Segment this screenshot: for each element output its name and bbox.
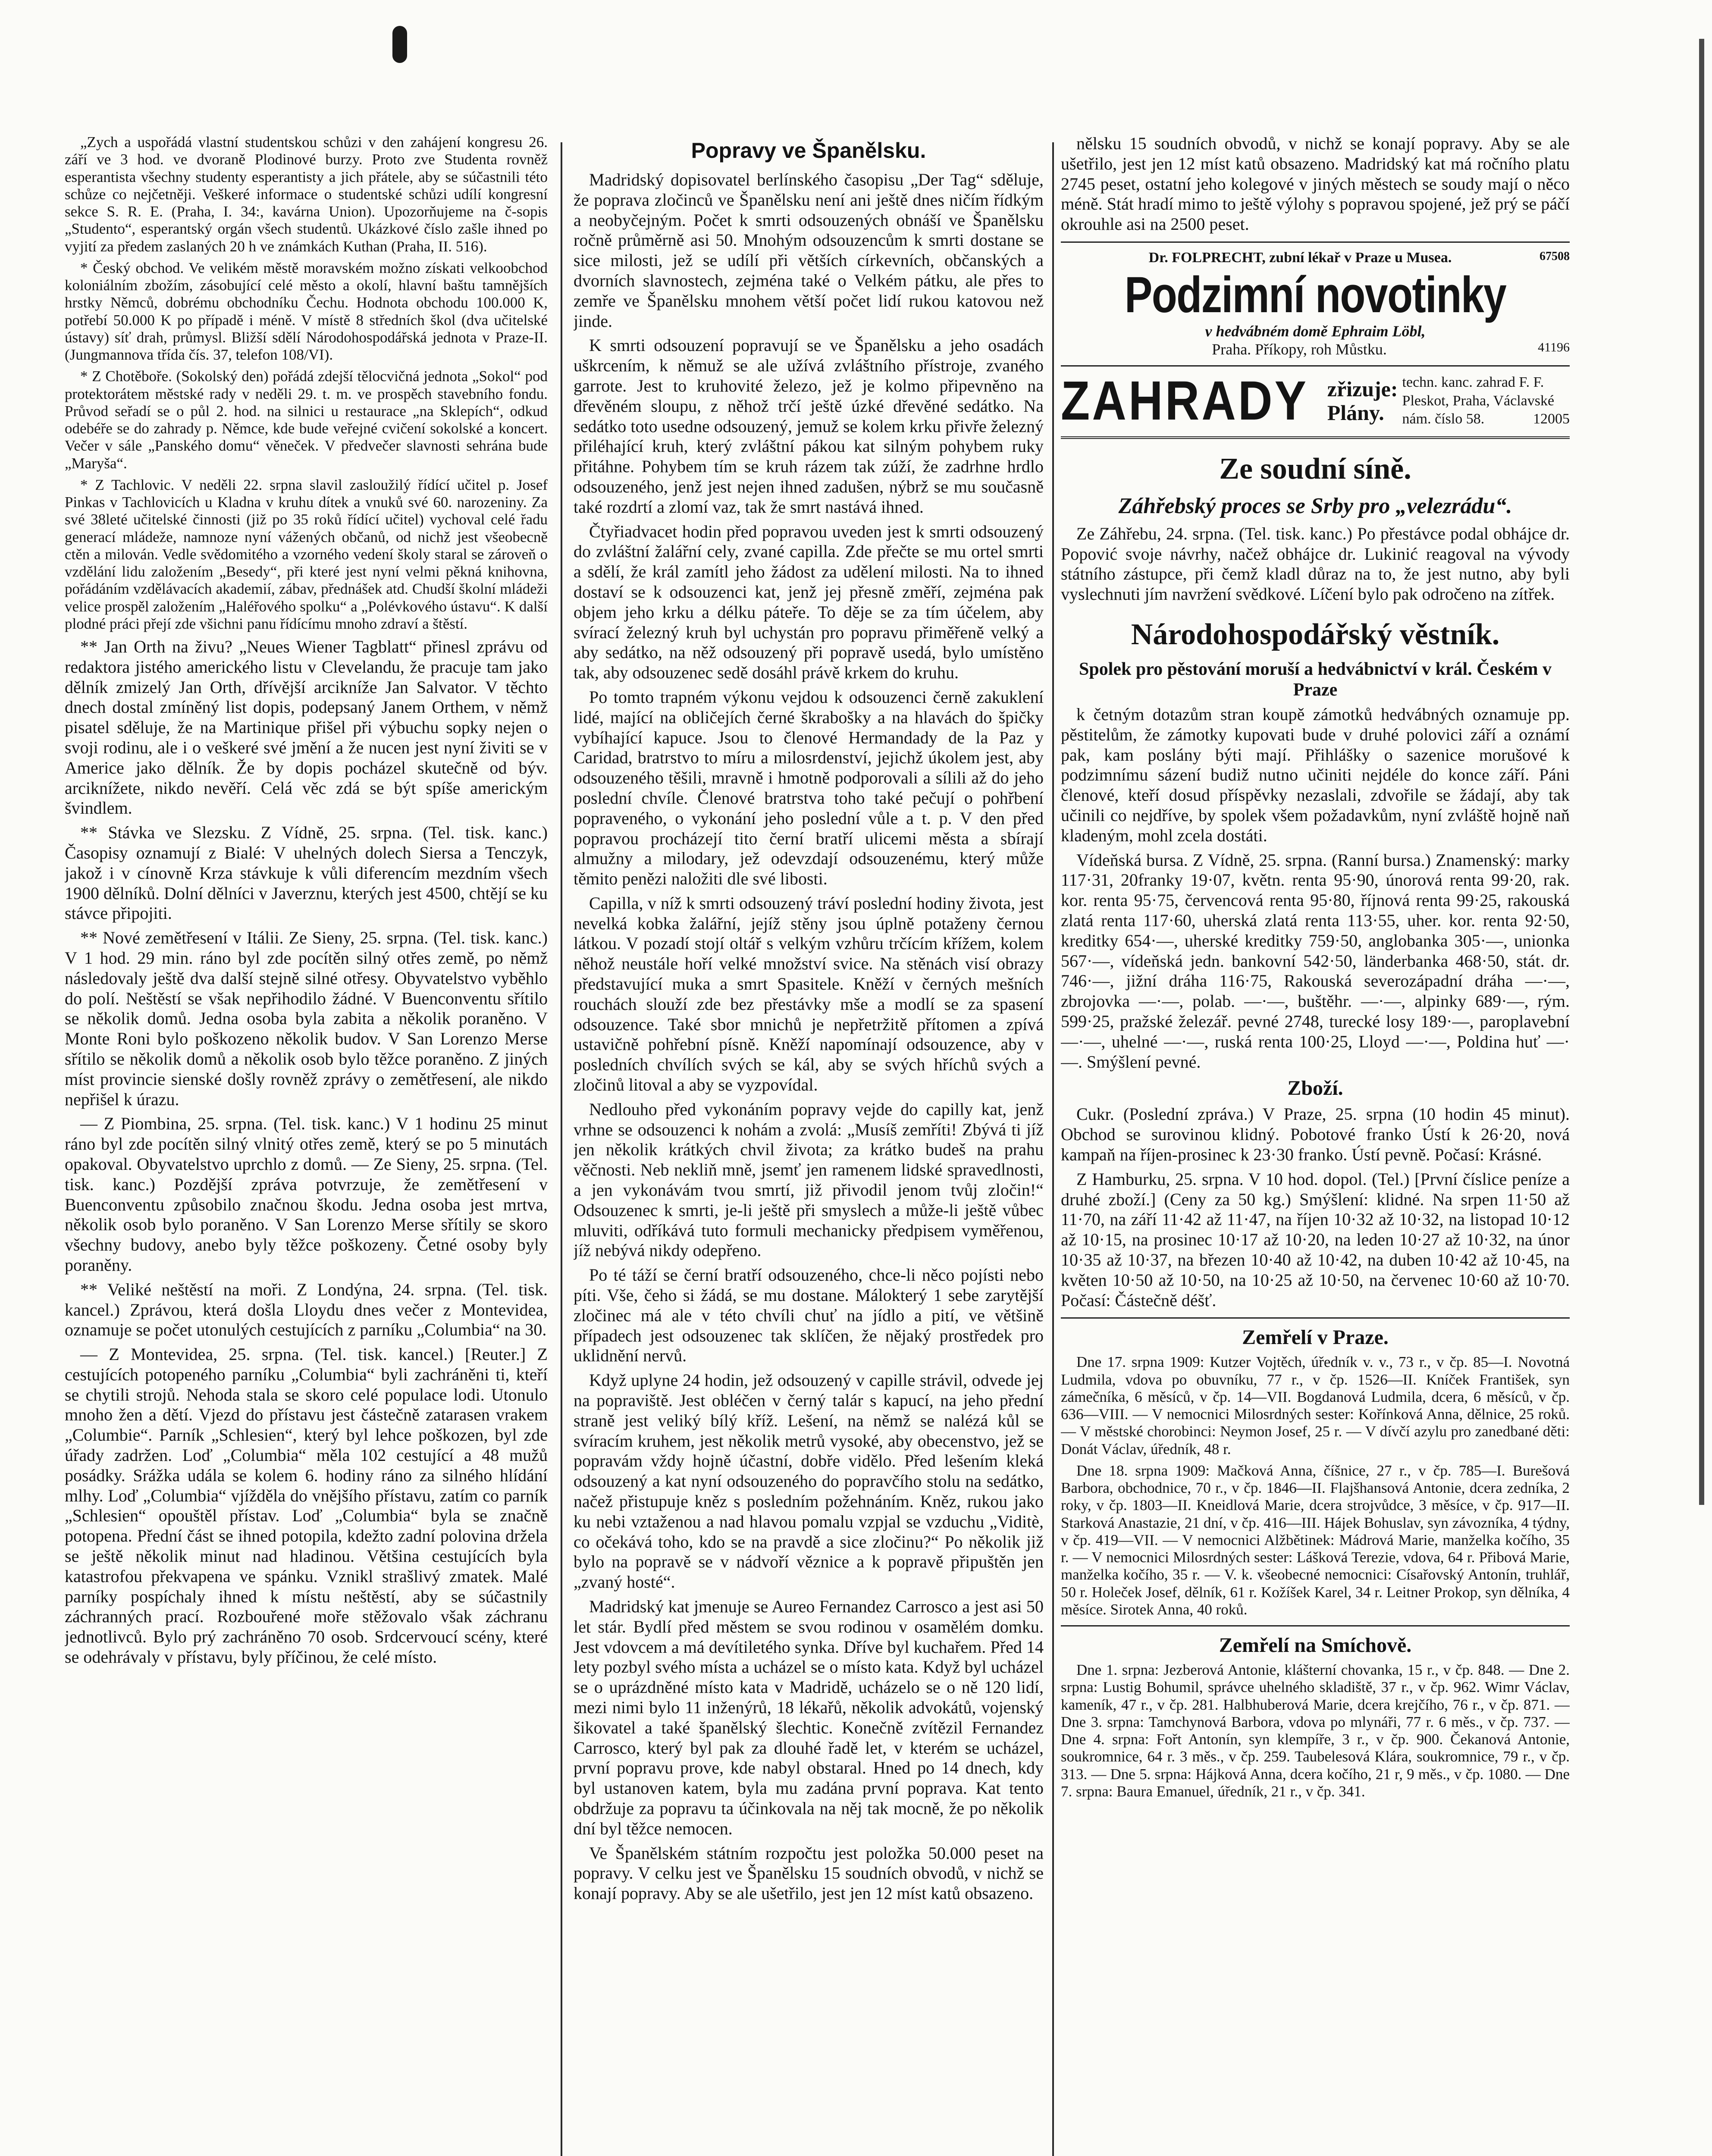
ad-headline: Podzimní novotinky [1124,266,1506,323]
ad-code: 41196 [1538,340,1570,354]
list-zemreli-17: Dne 17. srpna 1909: Kutzer Vojtěch, úředník v. v., 73 r., v čp. 85—I. Novotná Ludmila, vdova po obuvníku, 77 r., v čp. 1526—II. Kníček František, syn zámečníka, 6 měsíců, v čp. 14—VII. Bogdanová Ludmila, dcera, 6 měsíců, v čp. 636—VIII. — V nemocnici Milosrdných sester: Kořínková Anna, dělnice, 25 roků. — V městské chorobinci: Neymon Josef, 25 r. — V dívčí azylu pro zanedbané děti: Donát Václav, úředník, 48 r. [1061,1354,1570,1457]
section-subtitle-spolek: Spolek pro pěstování moruší a hedvábnictví v král. Českém v Praze [1079,659,1552,700]
page-edge-shadow [1699,39,1704,1505]
divider [1061,1625,1570,1626]
article-hamburk: Z Hamburku, 25. srpna. V 10 hod. dopol. (Tel.) [První číslice peníze a druhé zboží.] (Ceny za 50 kg.) Smýšlení: klidné. Na srpen 11·50 až 11·70, na září 11·42 až 11·47, na říjen 10·32 až 10·32, na listopad 10·12 až 10·15, na prosinec 10·17 až 10·20, na leden 10·27 až 10·32, na únor 10·35 až 10·37, na březen 10·40 až 10·42, na duben 10·42 až 10·45, na květen 10·50 až 10·50, na 10·25 až 10·50, na červenec 10·60 až 10·70. Počasí: Částečně déšť. [1061,1169,1570,1310]
divider [1061,1317,1570,1319]
ad-zahrady-headline: ZAHRADY [1061,370,1309,432]
section-title-zbozi: Zboží. [1287,1077,1343,1100]
list-zemreli-18: Dne 18. srpna 1909: Mačková Anna, číšnice, 27 r., v čp. 785—I. Burešová Barbora, obchodnice, 70 r., v čp. 1846—II. Flajšhansová Antonie, dcera zedníka, 2 roky, v čp. 1803—II. Kneidlová Marie, dcera strojvůdce, 3 měsíce, v čp. 917—II. Starková Anastazie, 21 dní, v čp. 416—III. Hájek Bohuslav, syn závozníka, 4 týdny, v čp. 419—VII. — V nemocnici Alžbětinek: Mádrová Marie, manželka kočího, 35 r. — V nemocnici Milosrdných sester: Lášková Terezie, vdova, 64 r. Přibová Marie, manželka kočího, 35 r. — V. k. všeobecné nemocnici: Císařovský Antonín, truhlář, 50 r. Holeček Josef, dělník, 61 r. Kožíšek Karel, 34 r. Leitner Prokop, syn dělníka, 4 měsíce. Sirotek Anna, 40 roků. [1061,1462,1570,1618]
ad-zahrady-contact-text: techn. kanc. zahrad F. F. Pleskot, Praha, Václavské nám. číslo 58. [1402,374,1555,427]
article-stavka: ** Stávka ve Slezsku. Z Vídně, 25. srpna. (Tel. tisk. kanc.) Časopisy oznamují z Bialé: V uhelných dolech Siersa a Tenczyk, jakož i v cínovně Krza stávkuje k vůli diferencím mezdním všech 1900 dělníků. Dolní dělníci v Javerznu, kterých jest 4500, chtějí se ku stávce připojiti. [65,823,548,923]
popravy-paragraph-2: K smrti odsouzení popravují se ve Španělsku a jeho osadách uškrcením, k němuž se ale užívá zvláštního přístroje, zvaného garrote. Jest to kruhovité železo, jež je kolmo připevněno na dřevěném sloupu, z něhož trčí ještě úzké dřevěné sedátko. Na sedátko toto usedne odsouzený, jemuž se kolem krku přivře železný přiléhající kruh, který zvláštní pákou kat silným pohybem ruky přitáhne. Pohybem tím se kruh rázem tak zúží, že zadrhne hrdlo odsouzeného, jenž jest nejen ihned zadušen, nýbrž se mu současně také rozdrtí a zlomí vaz, tak že smrt nastává ihned. [574,335,1044,517]
column-middle [574,134,1044,2156]
column-right [1061,134,1570,2156]
section-subtitle-zahreb: Záhřebský proces se Srby pro „velezrádu“. [1118,493,1512,518]
article-spolek-moruse: k četným dotazům stran koupě zámotků hedvábných oznamuje pp. pěstitelům, že zámotky kupovati bude v druhé polovici září a oznámí pak, kam poslány býti mají. Přihlášky o sazenice morušové k podzimnímu sázení budiž nutno učiniti nejdéle do konce září. Páni členové, kteří dosud příspěvky nezaslali, zdvořile se žádají, aby tak učinili co nejdříve, by spolek všem požadavkům, nyní zvláště hojně naň kladeným, mohl zcela dostáti. [1061,705,1570,845]
ad-zahrady-code: 12005 [1533,411,1570,427]
column-rule-2 [1052,142,1054,2156]
article-zahreb-proces: Ze Záhřebu, 24. srpna. (Tel. tisk. kanc.) Po přestávce podal obhájce dr. Popović svoje návrhy, načež obhájce dr. Lukinić reagoval na vývody státního zástupce, při čemž kladl důraz na to, že jest nutno, aby byli vyslechnuti jím navržení svědkové. Líčení bylo pak odročeno na zítřek. [1061,523,1570,604]
article-title-popravy: Popravy ve Španělsku. [691,138,926,163]
popravy-paragraph-4: Po tomto trapném výkonu vejdou k odsouzenci černě zakuklení lidé, mající na obličejích černé škrabošky a na hlavách do špičky vybíhající kapuce. Jsou to členové Hermandady de la Paz y Caridad, bratrstvo to míru a milosrdenství, jejichž úkolem jest, aby odsouzeného těšili, mravně i hmotně podporovali a sílili až do jeho poslední chvíle. Členové bratrstva toho také pečují o pohřbení popraveného, o vykonání jeho poslední vůle a t. p. V den před popravou procházejí tito černí bratří ulicemi města a sbírají almužny a milodary, jež odevzdají odsouzenému, který může těmito penězi naložiti dle své libosti. [574,687,1044,889]
section-title-vestnik: Národohospodářský věstník. [1131,618,1500,652]
section-title-zemreli-smichov: Zemřelí na Smíchově. [1219,1634,1412,1657]
ad-zahrady-mid: zřizuje: Plány. [1327,376,1398,425]
article-cukr: Cukr. (Poslední zpráva.) V Praze, 25. srpna (10 hodin 45 minut). Obchod se surovinou klidný. Pobotové franko Ústí k 26·20, nová kampaň na říjen-prosinec k 23·30 franko. Ústí pevně. Počasí: Krásné. [1061,1104,1570,1164]
popravy-paragraph-1: Madridský dopisovatel berlínského časopisu „Der Tag“ sděluje, že poprava zločinců ve Španělsku není ani ještě dnes ničím řídkým a neobyčejným. Počet k smrti odsouzených obnáší ve Španělsku ročně průměrně asi 50. Mnohým odsouzencům k smrti dostane se sice milosti, jež se udílí při větších církevních, občanských a dvorních slavnostech, zejména také o Velkém pátku, ale přes to zemře ve Španělsku mnohem větší počet lidí rukou katovou než jinde. [574,170,1044,331]
ad-podzimni-novotinky [1061,266,1570,358]
column-left [65,134,548,2156]
ad-address [1061,340,1570,358]
ad-zahrady-contact [1402,373,1570,429]
ad-dentist-text: Dr. FOLPRECHT, zubní lékař v Praze u Musea. [1148,249,1452,266]
article-piombino: — Z Piombina, 25. srpna. (Tel. tisk. kanc.) V 1 hodinu 25 minut ráno byl zde pocítěn silný vlnitý otřes země, který se po 5 minutách opakoval. Obyvatelstvo uprchlo z domů. — Ze Sieny, 25. srpna. (Tel. tisk. kanc.) Pozdější zpráva potvrzuje, že zemětřesení v Buenconventu způsobilo značnou škodu. Jedna osoba jest mrtva, několik osob bylo poraněno. V San Lorenzo Merse sřítily se skoro všechny budovy, anebo byly těžce poškozeny. Četné osoby byly poraněny. [65,1114,548,1275]
popravy-paragraph-6: Nedlouho před vykonáním popravy vejde do capilly kat, jenž vrhne se odsouzenci k nohám a zvolá: „Musíš zemříti! Zbývá ti jíž jen několik krátkých chvil života; za krátko budeš na prahu věčnosti. Neb nekliň mně, jsemť jen ramenem lidské spravedlnosti, a jen vykonávám tvou smrtí, již přivodil jenom tvůj zločin!“ Odsouzenec k smrti, je-li ještě při smyslech a může-li ještě vůbec mluviti, odříkává tuto formuli mechanicky předpisem vyměřenou, jíž nebývá nikdy odepřeno. [574,1099,1044,1260]
section-title-zemreli-praha: Zemřelí v Praze. [1242,1326,1389,1349]
divider [1061,365,1570,367]
popravy-paragraph-5: Capilla, v níž k smrti odsouzený tráví poslední hodiny života, jest nevelká kobka žalářní, jejíž stěny jsou úplně potaženy černou látkou. V pozadí stojí oltář s velkým vzhůru trčícím křížem, kolem něhož neustále hoří velké množství svice. Na stěnách visí obrazy představující muka a smrt Spasitele. Kněží v černých mešních rouchách slouží zde bez přestávky mše a modlí se za spasení odsouzence. Také sbor mnichů je nepřetržitě přítomen a zpívá ustavičně pohřební písně. Kněží napomínají odsouzence, aby v posledních chvílích svých se kál, aby se svých hříchů svých a zločinů litoval a aby se vyzpovídal. [574,893,1044,1095]
punch-hole [392,26,407,63]
article-nestesti-na-mori: ** Veliké neštěstí na moři. Z Londýna, 24. srpna. (Tel. tisk. kancel.) Zprávou, která došla Lloydu dnes večer z Montevidea, oznamuje se počet utonulých cestujících z parníku „Columbia“ na 30. [65,1279,548,1340]
ad-dentist-code: 67508 [1540,249,1570,263]
article-zemetreseni: ** Nové zemětřesení v Itálii. Ze Sieny, 25. srpna. (Tel. tisk. kanc.) V 1 hod. 29 min. ráno byl zde pocítěn silný otřes země, po němž následovaly ještě dva další stejně silné otřesy. Obyvatelstvo vyběhlo do polí. Neštěstí se však nepřihodilo žádné. V Buenconventu sřítilo se několik domů. Jedna osoba byla zabita a několik poraněno. V Monte Roni bylo poškozeno několik budov. V San Lorenzo Merse sřítilo se několik domů a několik osob bylo těžce poraněno. Z jiných míst provincie sienské došly rovněž zprávy o zemětřesení, ale nikdo nepřišel k úrazu. [65,928,548,1109]
column-rule-1 [561,142,562,2156]
popravy-paragraph-9: Madridský kat jmenuje se Aureo Fernandez Carrosco a jest asi 50 let stár. Bydlí před městem se svou rodinou v osamělém domku. Jest vdovcem a má devítiletého synka. Dříve byl kuchařem. Před 14 lety pozbyl svého místa a ucházel se o místo kata. Když byl ucházel se o uprázdněné místo kata v Madridě, ucházelo se o ně 120 lidí, mezi nimi bylo 11 inženýrů, 18 lékařů, několik advokátů, vojenský šikovatel a také španělský šlechtic. Konečně zvítězil Fernandez Carrosco, který byl pak za dlouhé řadě let, v kterém se ucházel, první popravu prove, kde nabyl obstaral. Hned po 14 dnech, kdy byl ustanoven katem, byla mu zadána první poprava. Kat tento obdržuje za popravu ta účinkovala na něj tak mocně, že po několik dní byl těžce nemocen. [574,1596,1044,1838]
article-student-congress: „Zych a uspořádá vlastní studentskou schůzi v den zahájení kongresu 26. září ve 3 hod. ve dvoraně Plodinové burzy. Proto zve Studenta rovněž esperantista všechny studenty esperantisty a jich přátele, aby se súčastnili této schůze co nejčetněji. Veškeré informace o studentské schůzi udílí kongresní sekce S. R. E. (Praha, I. 34:, kavárna Union). Upozorňujeme na č-sopis „Studento“, esperantský orgán všech studentů. Ukázkové číslo zašle ihned po vyjití za předem zaslaných 20 h ve známkách Kuthan (Praha, II. 516). [65,134,548,255]
article-chotebor: * Z Chotěboře. (Sokolský den) pořádá zdejší tělocvičná jednota „Sokol“ pod protektorátem městské rady v neděli 29. t. m. ve prospěch stavebního fondu. Průvod seřadí se o půl 2. hod. na silnici u restaurace „na Sklepích“, odkud odebéře se do zahrady p. Němce, kde bude veřejné cvičení sokolské a koncert. Večer v sále „Panského domu“ věneček. V předvečer slavnosti sehrána bude „Maryša“. [65,368,548,472]
ad-address-text: Praha. Příkopy, roh Můstku. [1212,340,1387,358]
ad-zahrady [1061,370,1570,432]
list-zemreli-smichov: Dne 1. srpna: Jezberová Antonie, klášterní chovanka, 15 r., v čp. 848. — Dne 2. srpna: Lustig Bohumil, správce uhelného skladiště, 37 r., v čp. 962. Wimr Václav, kameník, 47 r., v čp. 281. Halbhuberová Marie, dcera krejčího, 76 r., v čp. 871. — Dne 3. srpna: Tamchynová Barbora, vdova po mlynáři, 77 r. 6 měs., v čp. 737. — Dne 4. srpna: Fořt Antonín, syn klempíře, 3 r., v čp. 900. Čekanová Antonie, soukromnice, 64 r. 3 měs., v čp. 259. Taubelesová Klára, soukromnice, 79 r., v čp. 313. — Dne 5. srpna: Hájková Anna, dcera kočího, 21 r, 9 měs., v čp. 1080. — Dne 7. srpna: Baura Emanuel, úředník, 21 r., v čp. 341. [1061,1661,1570,1800]
popravy-continuation: nělsku 15 soudních obvodů, v nichž se konají popravy. Aby se ale ušetřilo, jest jen 12 míst katů obsazeno. Madridský kat má ročního platu 2745 peset, ostatní jeho kolegové v jiných městech se soudy mají o něco méně. Stát hradí mimo to ještě výlohy s popravou spojené, jež prý se páčí okrouhle asi na 2500 peset. [1061,134,1570,234]
popravy-paragraph-8: Když uplyne 24 hodin, jež odsouzený v capille strávil, odvede jej na popraviště. Jest obléčen v černý talár s kapucí, na jeho přední straně jest veliký bílý kříž. Lešení, na němž se nalézá kůl se svíracím kruhem, jest několik metrů vysoké, aby obecenstvo, jež se popravám vždy hojně účastní, dobře vidělo. Před lešením kleká odsouzený a kat nyní odsouzeného do popravčího stolu na sedátko, načež přistupuje kněz s posledním požehnáním. Kněz, rukou jako ku nebi vztaženou a nad hlavou pomalu vzpjal se vzduchu „Viditè, co očekává toho, kdo se na pravdě a sice zločinu?“ Po několik již bylo na popravě se v nádvoří věznice a k popravě připuštěn jen „zvaný hosté“. [574,1370,1044,1592]
popravy-paragraph-10: Ve Španělském státním rozpočtu jest položka 50.000 peset na popravy. V celku jest ve Španělsku 15 soudních obvodů, v nichž se konají popravy. Aby se ale ušetřilo, jest jen 12 míst katů obsazeno. [574,1843,1044,1903]
popravy-paragraph-3: Čtyřiadvacet hodin před popravou uveden jest k smrti odsouzený do zvláštní žalářní cely, zvané capilla. Zde přečte se mu ortel smrti a sdělí, že král zamítl jeho žádost za udělení milosti. Na to ihned dostaví se k odsouzenci kat, jenž jej přesně změří, zejména pak objem jeho krku a délku páteře. To děje se za tím účelem, aby svírací železný kruh byl uchystán pro popravu přiměřeně velký a aby sedátko, na něž odsouzený při popravě usedá, bylo umístěno tak, aby odsouzenec sedě dosáhl právě krkem do kruhu. [574,521,1044,683]
article-cesky-obchod: * Český obchod. Ve velikém městě moravském možno získati velkoobchod koloniálním zbožím, zásobující celé město a okolí, hlavní baštu tamnějších hrstky Němců, dobrému obchodníku Čechu. Hodnota obchodu 100.000 K, potřebí 50.000 K po případě i méně. V místě 8 středních škol (dva učitelské ústavy) síť drah, průmysl. Bližší sdělí Národohospodářská jednota v Praze-II. (Jungmannova třída čís. 37, telefon 108/VI). [65,259,548,363]
divider-double [1061,436,1570,439]
divider [1061,241,1570,243]
article-tachlovice: * Z Tachlovic. V neděli 22. srpna slavil zasloužilý řídící učitel p. Josef Pinkas v Tachlovicích u Kladna v kruhu dítek a vnuků své 60. narozeniny. Za své 38leté učitelské činnosti (již po 35 roků řídící učitel) vychoval celé řadu generací mládeže, namnoze nyní vážených občanů, od nichž jest všeobecně ctěn a milován. Vedle svědomitého a vzorného vedení školy staral se zároveň o vzdělání lidu založením „Besedy“, při které jest nyní velmi pěkná knihovna, pořádáním vzdělávacích akademií, zábav, přednášek atd. Chudší školní mládeži velice prospěl založením „Haléřového spolku“ a „Polévkového ústavu“. K další plodné práci přejí zde všichni panu řídícímu mnoho zdraví a štěstí. [65,476,548,632]
article-jan-orth: ** Jan Orth na živu? „Neues Wiener Tagblatt“ přinesl zprávu od redaktora jistého amerického listu v Clevelandu, že pracuje tam jako dělník zmizelý Jan Orth, dřívější arcikníže Jan Salvator. V těchto dnech dostal zmíněný list dopis, podepsaný Janem Orthem, v němž pisatel sděluje, že na Martinique přišel při výbuchu sopky nejen o svoji rodinu, ale i o veškeré své jmění a že nucen jest nyní živiti se v Americe jako dělník. Že by dopis pocházel skutečně od býv. arciknížete, nikdo nevěří. Celá věc zdá se být spíše americkým švindlem. [65,637,548,818]
ad-subline: v hedvábném domě Ephraim Löbl, [1205,322,1426,340]
ad-dentist [1061,250,1570,266]
popravy-paragraph-7: Po té táží se černí bratří odsouzeného, chce-li něco pojísti nebo píti. Vše, čeho si žádá, se mu dostane. Málokterý 1 sebe zarytější zločinec má ale v této chvíli chuť na jídlo a pití, ve většině případech jest odsouzenec tak sklíčen, že nějaký prostředek pro uklidnění nervů. [574,1265,1044,1366]
article-montevideo: — Z Montevidea, 25. srpna. (Tel. tisk. kancel.) [Reuter.] Z cestujících potopeného parníku „Columbia“ byli zachráněni ti, kteří se chytili strojů. Nehoda stala se skoro celé populace lodi. Utonulo mnoho žen a dětí. Vjezd do přístavu jest částečně zatarasen vrakem „Columbie“. Parník „Schlesien“, který byl lehce poškozen, byl zde úřady zadržen. Loď „Columbia“ měla 102 cestující a 48 mužů posádky. Srážka udála se kolem 6. hodiny ráno za silného hlídání mlhy. Loď „Columbia“ vjížděla do vnějšího přístavu, zatím co parník „Schlesien“ opouštěl přístav. Loď „Columbia“ byla se značně potopena. Přední část se ihned potopila, kdežto zadní polovina držela se ještě několik minut nad hladinou. Většina cestujících byla katastrofou překvapena ve spánku. Vznikl strašlivý zmatek. Malé parníky pospíchaly ihned k místu neštěstí, aby se súčastnily záchranných prací. Rozbouřené moře stěžovalo však záchranu jednotlivců. Bylo prý zachráněno 70 osob. Srdcervoucí scény, které se odehrávaly v přístavu, byly příčinou, že celé místo. [65,1344,548,1667]
article-videnska-bursa: Vídeňská bursa. Z Vídně, 25. srpna. (Ranní bursa.) Znamenský: marky 117·31, 20franky 19·07, květn. renta 95·90, únorová renta 99·20, rak. kor. renta 95·75, červencová renta 95·80, říjnová renta 99·25, rakouská zlatá renta 117·60, uherská zlatá renta 113·55, uher. kor. renta 92·50, kreditky 654·—, uherské kreditky 759·50, anglobanka 305·—, unionka 567·—, vídeňská jedn. bankovní 542·50, länderbanka 468·50, stát. dr. 746·—, jižní dráha 116·75, Rakouská severozápadní dráha —·—, zbrojovka —·—, polab. —·—, buštěhr. —·—, alpinky 689·—, rým. 599·25, pražské železář. pevné 2748, turecké losy 189·—, paroplavební —·—, uhelné —·—, ruská renta 100·25, Lloyd —·—, Poldina huť —·—. Smýšlení pevné. [1061,850,1570,1072]
section-title-soudni-sin: Ze soudní síně. [1219,452,1411,486]
